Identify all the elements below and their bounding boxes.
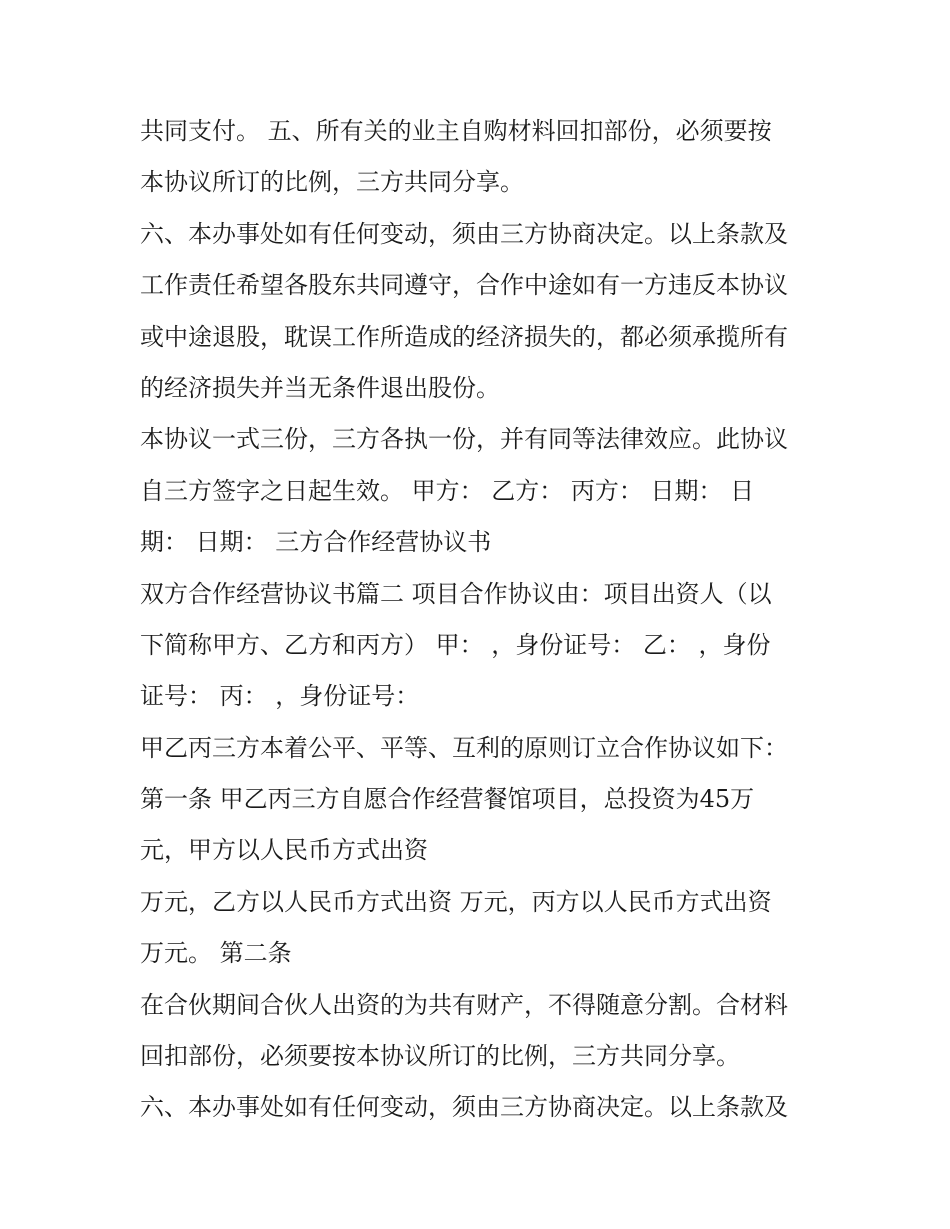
text-line: 下简称甲方、乙方和丙方） 甲： ，身份证号： 乙： ，身份 xyxy=(140,630,771,659)
text-line: 证号： 丙： ，身份证号： xyxy=(140,682,420,711)
text-line: 万元。 第二条 xyxy=(140,939,292,968)
text-line: 回扣部份，必须要按本协议所订的比例，三方共同分享。 xyxy=(140,1042,740,1071)
text-line: 本协议所订的比例，三方共同分享。 xyxy=(140,168,524,197)
text-line: 自三方签字之日起生效。 甲方： 乙方： 丙方： 日期： 日 xyxy=(140,476,755,505)
text-line: 或中途退股，耽误工作所造成的经济损失的，都必须承揽所有 xyxy=(140,322,788,351)
text-line: 六、本办事处如有任何变动，须由三方协商决定。以上条款及 xyxy=(140,1093,788,1122)
text-line: 甲乙丙三方本着公平、平等、互利的原则订立合作协议如下： xyxy=(140,733,788,762)
document-body xyxy=(140,106,820,1134)
text-line: 的经济损失并当无条件退出股份。 xyxy=(140,373,500,402)
text-line: 工作责任希望各股东共同遵守，合作中途如有一方违反本协议 xyxy=(140,271,788,300)
text-line: 元，甲方以人民币方式出资 xyxy=(140,836,428,865)
text-line: 六、本办事处如有任何变动，须由三方协商决定。以上条款及 xyxy=(140,219,788,248)
text-line: 期： 日期： 三方合作经营协议书 xyxy=(140,528,492,557)
text-line: 第一条 甲乙丙三方自愿合作经营餐馆项目，总投资为45万 xyxy=(140,785,755,814)
text-line: 双方合作经营协议书篇二 项目合作协议由：项目出资人（以 xyxy=(140,579,772,608)
text-line: 本协议一式三份，三方各执一份，并有同等法律效应。此协议 xyxy=(140,425,788,454)
text-line: 共同支付。 五、所有关的业主自购材料回扣部份，必须要按 xyxy=(140,117,772,145)
text-line: 在合伙期间合伙人出资的为共有财产，不得随意分割。合材料 xyxy=(140,990,788,1019)
text-line: 万元，乙方以人民币方式出资 万元，丙方以人民币方式出资 xyxy=(140,887,772,916)
